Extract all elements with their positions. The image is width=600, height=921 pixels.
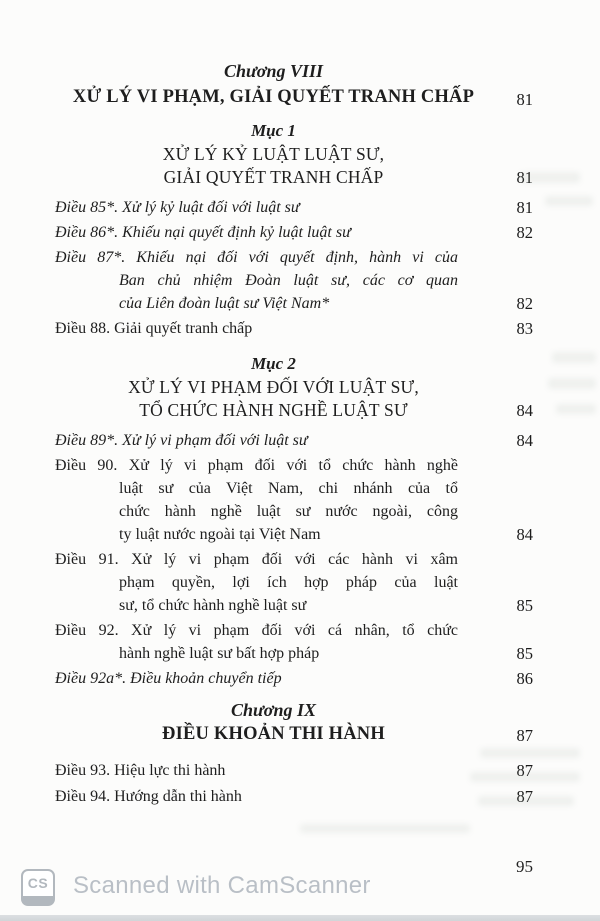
book-page-number: 95: [516, 857, 533, 876]
bleed-through-artifact: [470, 772, 580, 782]
page-ref: 84: [516, 401, 533, 420]
page-ref: 83: [516, 319, 533, 338]
article-line: hành nghề luật sư bất hợp pháp: [119, 645, 320, 662]
bleed-through-artifact: [548, 378, 596, 389]
watermark-text: Scanned with CamScanner: [73, 872, 371, 899]
section-title-line: XỬ LÝ KỶ LUẬT LUẬT SƯ,: [162, 144, 385, 164]
chapter-label: Chương VIII: [224, 61, 323, 81]
article-line: Điều 92. Xử lý vi phạm đối với cá nhân, tổ chức: [55, 622, 458, 639]
article-line: Điều 94. Hướng dẫn thi hành: [55, 788, 242, 805]
toc-article-row: [55, 548, 533, 617]
toc-section-row: [55, 119, 533, 189]
bleed-through-artifact: [545, 196, 593, 206]
bleed-through-artifact: [480, 748, 580, 758]
article-line: ty luật nước ngoài tại Việt Nam: [119, 526, 321, 543]
article-line: Điều 89*. Xử lý vi phạm đối với luật sư: [55, 432, 308, 449]
chapter-title: ĐIỀU KHOẢN THI HÀNH: [162, 724, 385, 744]
article-line: Điều 85*. Xử lý kỷ luật đối với luật sư: [55, 199, 300, 216]
article-line: Điều 87*. Khiếu nại đối với quyết định, hành vi của: [55, 249, 458, 266]
page-ref: 87: [516, 787, 533, 806]
article-line: luật sư của Việt Nam, chi nhánh của tổ: [119, 480, 458, 497]
article-line: Điều 93. Hiệu lực thi hành: [55, 762, 226, 779]
section-title-line: XỬ LÝ VI PHẠM ĐỐI VỚI LUẬT SƯ,: [128, 377, 419, 397]
toc-article-row: [55, 785, 533, 808]
bleed-through-artifact: [300, 824, 470, 833]
article-line: Điều 91. Xử lý vi phạm đối với các hành vi xâm: [55, 551, 458, 568]
chapter-title: XỬ LÝ VI PHẠM, GIẢI QUYẾT TRANH CHẤP: [72, 87, 475, 107]
page-ref: 85: [516, 644, 533, 663]
section-label: Mục 1: [251, 121, 296, 140]
camscanner-icon-strip: [23, 896, 53, 904]
scan-edge-shadow: [0, 915, 600, 921]
page-ref: 86: [516, 669, 533, 688]
article-line: Điều 92a*. Điều khoản chuyển tiếp: [55, 670, 282, 687]
toc-article-row: [55, 619, 533, 665]
page-ref: 87: [516, 726, 533, 745]
toc-article-row: [55, 246, 533, 315]
toc-article-row: [55, 667, 533, 690]
toc-article-row: [55, 454, 533, 546]
toc-article-row: [55, 429, 533, 452]
page-ref: 82: [516, 294, 533, 313]
article-line: phạm quyền, lợi ích hợp pháp của luật: [119, 574, 458, 591]
section-title-line: GIẢI QUYẾT TRANH CHẤP: [163, 167, 384, 187]
toc-chapter-row: [55, 698, 533, 747]
page-ref: 82: [516, 223, 533, 242]
article-line: Điều 88. Giải quyết tranh chấp: [55, 320, 253, 337]
page-ref: 87: [516, 761, 533, 780]
camscanner-watermark: [0, 863, 600, 915]
page-ref: 84: [516, 431, 533, 450]
page-ref: 85: [516, 596, 533, 615]
bleed-through-artifact: [552, 352, 596, 363]
toc-article-row: [55, 759, 533, 782]
article-line: Ban chủ nhiệm Đoàn luật sư, các cơ quan: [119, 272, 458, 289]
chapter-label: Chương IX: [231, 700, 316, 720]
toc-chapter-row: [55, 50, 533, 111]
section-label: Mục 2: [251, 354, 296, 373]
article-line: của Liên đoàn luật sư Việt Nam*: [119, 295, 330, 312]
page-ref: 81: [516, 198, 533, 217]
camscanner-icon-letters: CS: [27, 875, 49, 891]
article-line: Điều 90. Xử lý vi phạm đối với tổ chức hành nghề: [55, 457, 458, 474]
toc-article-row: [55, 317, 533, 340]
bleed-through-artifact: [556, 404, 596, 414]
page-ref: 84: [516, 525, 533, 544]
bleed-through-artifact: [520, 172, 580, 183]
toc-article-row: [55, 196, 533, 219]
article-line: sư, tổ chức hành nghề luật sư: [119, 597, 307, 614]
page-ref: 81: [516, 168, 533, 187]
section-title-line: TỔ CHỨC HÀNH NGHỀ LUẬT SƯ: [139, 400, 408, 420]
bleed-through-artifact: [478, 796, 574, 806]
table-of-contents: [55, 50, 533, 808]
page-ref: 81: [516, 90, 533, 109]
article-line: chức hành nghề luật sư nước ngoài, công: [119, 503, 458, 520]
toc-article-row: [55, 221, 533, 244]
article-line: Điều 86*. Khiếu nại quyết định kỷ luật luật sư: [55, 224, 351, 241]
toc-section-row: [55, 352, 533, 422]
camscanner-icon: [21, 869, 55, 906]
